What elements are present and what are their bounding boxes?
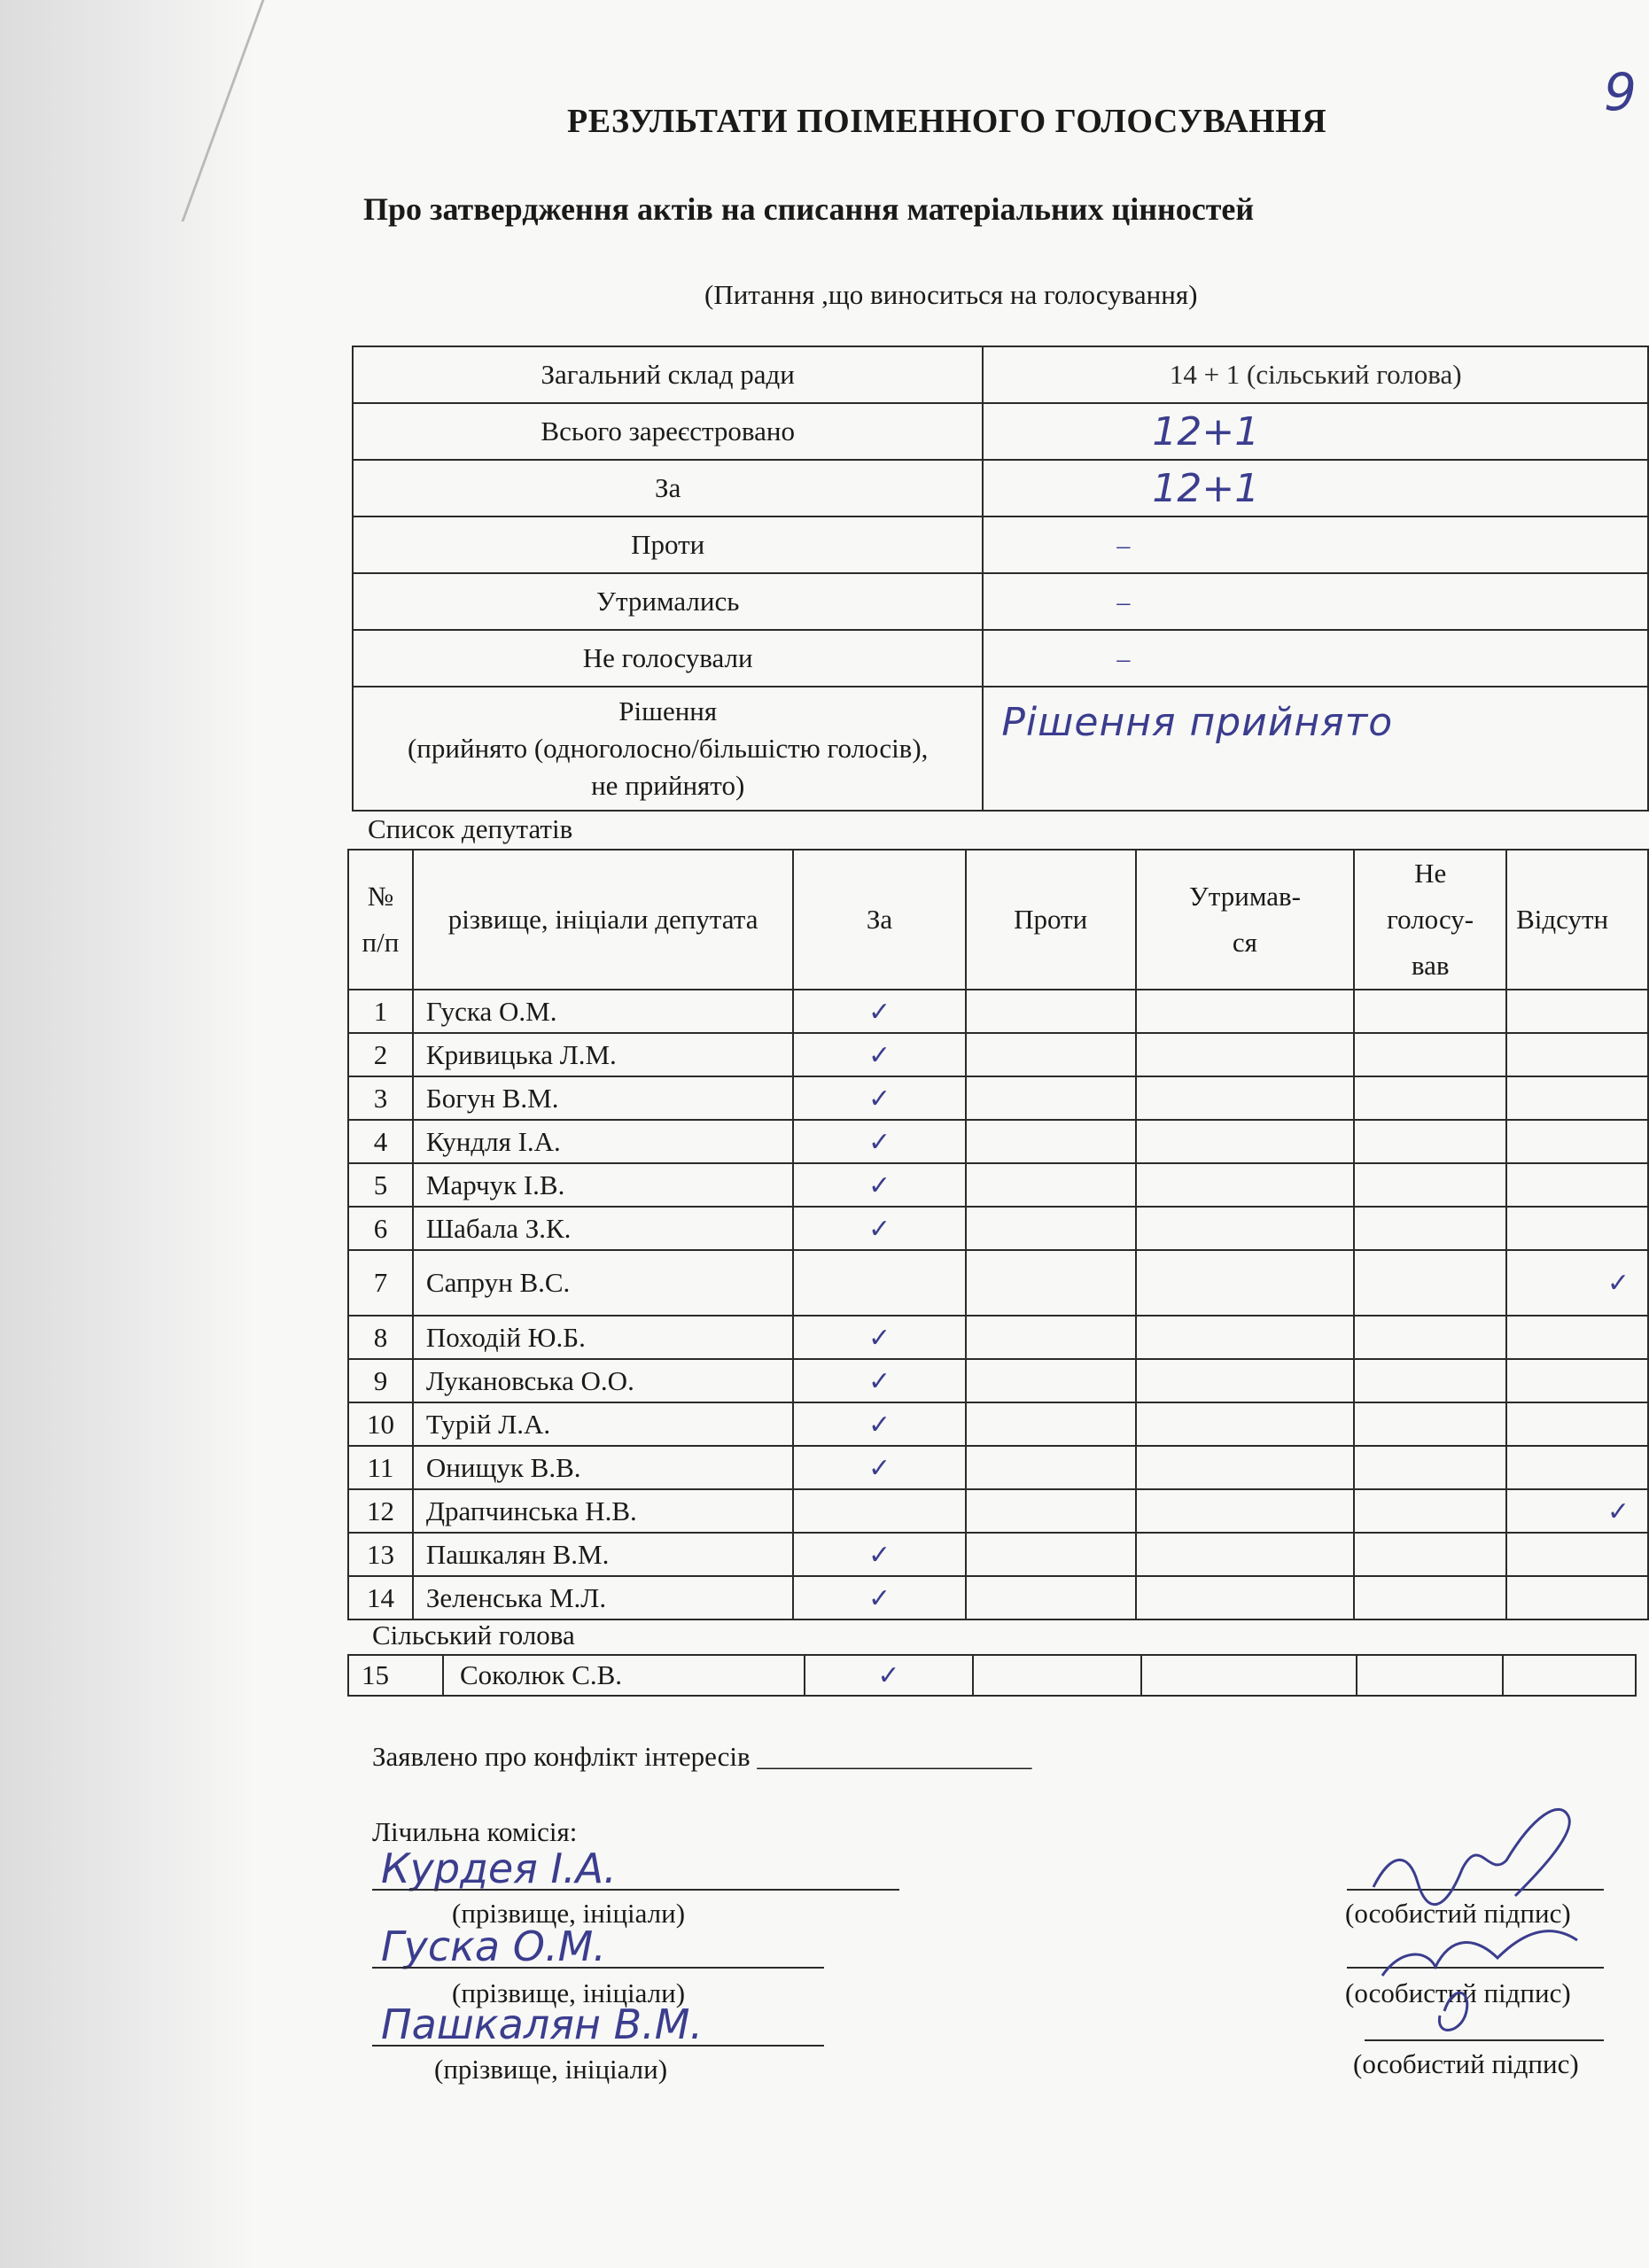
summary-row-registered	[353, 403, 1648, 460]
abstain-cell	[1141, 1655, 1357, 1696]
against-cell	[966, 1033, 1136, 1076]
table-row	[348, 1402, 1648, 1446]
table-row	[348, 1533, 1648, 1576]
name-caption: (прізвище, ініціали)	[434, 2054, 668, 2085]
table-row	[348, 1489, 1648, 1533]
handwritten-dash: –	[1116, 587, 1131, 617]
handwritten-decision: Рішення прийнято	[1001, 700, 1394, 745]
against-cell	[966, 1207, 1136, 1250]
against-cell	[966, 1316, 1136, 1359]
summary-table	[352, 346, 1649, 812]
for-cell	[793, 1533, 966, 1576]
handwritten-value: 12+1	[1152, 408, 1260, 454]
row-number: 6	[348, 1207, 413, 1250]
abstain-cell	[1136, 1120, 1355, 1163]
against-cell	[966, 1076, 1136, 1120]
check-mark-icon: ✓	[867, 1539, 891, 1571]
deputy-name: Сапрун В.С.	[413, 1250, 793, 1316]
deputy-name: Драпчинська Н.В.	[413, 1489, 793, 1533]
check-mark-icon: ✓	[867, 1452, 891, 1484]
notvoted-cell	[1354, 1576, 1506, 1619]
col-header-text: голосу-	[1387, 904, 1474, 935]
decision-label-line: Рішення	[618, 695, 718, 726]
absent-cell	[1506, 1533, 1648, 1576]
summary-value-cell	[983, 687, 1648, 811]
notvoted-cell	[1354, 1207, 1506, 1250]
table-row	[348, 1120, 1648, 1163]
check-mark-icon: ✓	[867, 996, 891, 1028]
col-header-notvoted	[1354, 850, 1506, 990]
summary-value-cell	[983, 403, 1648, 460]
row-number: 2	[348, 1033, 413, 1076]
summary-label: Всього зареєстровано	[353, 403, 983, 460]
col-header-absent: Відсутн	[1506, 850, 1648, 990]
name-caption: (прізвище, ініціали)	[452, 1977, 686, 2008]
check-mark-icon: ✓	[1606, 1268, 1630, 1299]
absent-cell	[1506, 1033, 1648, 1076]
abstain-cell	[1136, 1250, 1355, 1316]
check-mark-icon: ✓	[867, 1039, 891, 1071]
handwritten-value: 12+1	[1152, 465, 1260, 511]
check-mark-icon: ✓	[867, 1213, 891, 1245]
absent-cell	[1506, 1359, 1648, 1402]
notvoted-cell	[1354, 1120, 1506, 1163]
notvoted-cell	[1354, 1076, 1506, 1120]
table-row	[348, 1076, 1648, 1120]
row-number: 9	[348, 1359, 413, 1402]
deputy-name: Марчук І.В.	[413, 1163, 793, 1207]
abstain-cell	[1136, 1576, 1355, 1619]
summary-value-cell	[983, 460, 1648, 517]
abstain-cell	[1136, 990, 1355, 1033]
col-header-for: За	[793, 850, 966, 990]
table-row	[348, 1163, 1648, 1207]
deputy-name: Кундля І.А.	[413, 1120, 793, 1163]
name-line	[372, 2045, 824, 2047]
member-name-handwritten: Гуска О.М.	[381, 1922, 606, 1970]
abstain-cell	[1136, 1207, 1355, 1250]
absent-cell	[1506, 1163, 1648, 1207]
notvoted-cell	[1354, 1533, 1506, 1576]
for-cell	[793, 1207, 966, 1250]
deputy-name: Онищук В.В.	[413, 1446, 793, 1489]
row-number: 5	[348, 1163, 413, 1207]
against-cell	[966, 1250, 1136, 1316]
absent-cell	[1506, 1576, 1648, 1619]
col-header-text: ся	[1232, 927, 1257, 958]
check-mark-icon: ✓	[877, 1660, 900, 1691]
for-cell	[793, 1120, 966, 1163]
col-header-text: Утримав-	[1188, 881, 1301, 912]
col-header-name: різвище, ініціали депутата	[413, 850, 793, 990]
notvoted-cell	[1354, 1359, 1506, 1402]
name-line	[372, 1889, 899, 1891]
deputy-name: Турій Л.А.	[413, 1402, 793, 1446]
deputy-name: Походій Ю.Б.	[413, 1316, 793, 1359]
absent-cell	[1506, 1207, 1648, 1250]
absent-cell	[1506, 1489, 1648, 1533]
abstain-cell	[1136, 1446, 1355, 1489]
row-number: 12	[348, 1489, 413, 1533]
for-cell	[793, 1033, 966, 1076]
for-cell	[793, 1576, 966, 1619]
table-row	[348, 1446, 1648, 1489]
village-head-label: Сільський голова	[372, 1619, 575, 1651]
summary-row-for	[353, 460, 1648, 517]
absent-cell	[1506, 1446, 1648, 1489]
member-name-handwritten: Пашкалян В.М.	[381, 2000, 704, 2048]
row-number: 3	[348, 1076, 413, 1120]
col-header-text: №	[367, 881, 394, 912]
table-row	[348, 1655, 1636, 1696]
col-header-against: Проти	[966, 850, 1136, 990]
absent-cell	[1506, 990, 1648, 1033]
handwritten-dash: –	[1116, 531, 1131, 560]
absent-cell	[1506, 1402, 1648, 1446]
check-mark-icon: ✓	[867, 1409, 891, 1441]
for-cell	[793, 1489, 966, 1533]
deputy-name: Богун В.М.	[413, 1076, 793, 1120]
absent-cell	[1506, 1316, 1648, 1359]
summary-label: Не голосували	[353, 630, 983, 687]
deputy-name: Гуска О.М.	[413, 990, 793, 1033]
notvoted-cell	[1354, 990, 1506, 1033]
conflict-of-interest: Заявлено про конфлікт інтересів ____________________	[372, 1741, 1032, 1772]
against-cell	[966, 1359, 1136, 1402]
against-cell	[966, 1402, 1136, 1446]
summary-row-abstain	[353, 573, 1648, 630]
decision-label-line: не прийнято)	[591, 770, 745, 801]
row-number: 10	[348, 1402, 413, 1446]
check-mark-icon: ✓	[867, 1322, 891, 1354]
row-number: 4	[348, 1120, 413, 1163]
village-head-table	[347, 1654, 1637, 1697]
scan-edge-shadow	[0, 0, 257, 2268]
notvoted-cell	[1354, 1250, 1506, 1316]
row-number: 11	[348, 1446, 413, 1489]
for-cell	[793, 1163, 966, 1207]
abstain-cell	[1136, 1163, 1355, 1207]
notvoted-cell	[1354, 1033, 1506, 1076]
summary-value-cell	[983, 346, 1648, 403]
summary-label: Утримались	[353, 573, 983, 630]
summary-label: За	[353, 460, 983, 517]
signature-caption: (особистий підпис)	[1345, 1977, 1571, 2008]
for-cell	[793, 1402, 966, 1446]
deputy-name: Пашкалян В.М.	[413, 1533, 793, 1576]
check-mark-icon: ✓	[867, 1083, 891, 1115]
notvoted-cell	[1354, 1163, 1506, 1207]
absent-cell	[1506, 1120, 1648, 1163]
handwritten-dash: –	[1116, 644, 1131, 673]
question-caption: (Питання ,що виноситься на голосування)	[704, 279, 1198, 310]
against-cell	[966, 1576, 1136, 1619]
signature-caption: (особистий підпис)	[1345, 1898, 1571, 1929]
row-number: 8	[348, 1316, 413, 1359]
check-mark-icon: ✓	[867, 1169, 891, 1201]
for-cell	[793, 1446, 966, 1489]
deputies-list-label: Список депутатів	[368, 813, 573, 844]
summary-row-total	[353, 346, 1648, 403]
table-row	[348, 1316, 1648, 1359]
absent-cell	[1506, 1076, 1648, 1120]
check-mark-icon: ✓	[867, 1365, 891, 1397]
decision-label-line: (прийнято (одноголосно/більшістю голосів),	[407, 733, 929, 764]
for-cell	[793, 1359, 966, 1402]
deputy-name: Кривицька Л.М.	[413, 1033, 793, 1076]
row-number: 14	[348, 1576, 413, 1619]
col-header-abstain	[1136, 850, 1355, 990]
counting-commission-label: Лічильна комісія:	[372, 1816, 578, 1847]
summary-value-cell	[983, 517, 1648, 573]
notvoted-cell	[1354, 1316, 1506, 1359]
row-number: 1	[348, 990, 413, 1033]
name-caption: (прізвище, ініціали)	[452, 1898, 686, 1929]
table-row	[348, 1359, 1648, 1402]
row-number: 7	[348, 1250, 413, 1316]
deputy-name: Зеленська М.Л.	[413, 1576, 793, 1619]
abstain-cell	[1136, 1359, 1355, 1402]
abstain-cell	[1136, 1033, 1355, 1076]
col-header-text: п/п	[362, 927, 400, 958]
row-number: 15	[348, 1655, 443, 1696]
check-mark-icon: ✓	[1606, 1495, 1630, 1527]
against-cell	[966, 1120, 1136, 1163]
for-cell	[793, 1250, 966, 1316]
against-cell	[966, 1489, 1136, 1533]
summary-value-cell	[983, 630, 1648, 687]
col-header-text: вав	[1411, 950, 1450, 981]
abstain-cell	[1136, 1489, 1355, 1533]
against-cell	[966, 1163, 1136, 1207]
notvoted-cell	[1354, 1402, 1506, 1446]
document-title: РЕЗУЛЬТАТИ ПОІМЕННОГО ГОЛОСУВАННЯ	[567, 103, 1327, 140]
notvoted-cell	[1354, 1446, 1506, 1489]
signature-caption: (особистий підпис)	[1353, 2048, 1579, 2079]
page-number: 9	[1604, 62, 1637, 122]
deputy-name: Лукановська О.О.	[413, 1359, 793, 1402]
summary-label: Проти	[353, 517, 983, 573]
table-row	[348, 1576, 1648, 1619]
check-mark-icon: ✓	[867, 1126, 891, 1158]
summary-row-decision	[353, 687, 1648, 811]
col-header-text: Не	[1414, 858, 1447, 889]
abstain-cell	[1136, 1316, 1355, 1359]
decision-label	[353, 687, 983, 811]
notvoted-cell	[1357, 1655, 1503, 1696]
summary-row-against	[353, 517, 1648, 573]
document-subtitle: Про затвердження актів на списання матеріальних цінностей	[363, 191, 1255, 227]
col-header-num	[348, 850, 413, 990]
table-row	[348, 1033, 1648, 1076]
for-cell	[793, 1316, 966, 1359]
summary-label: Загальний склад ради	[353, 346, 983, 403]
absent-cell	[1506, 1250, 1648, 1316]
member-name-handwritten: Курдея І.А.	[381, 1845, 617, 1892]
against-cell	[966, 1446, 1136, 1489]
for-cell	[793, 1076, 966, 1120]
deputies-table	[347, 849, 1649, 1620]
row-number: 13	[348, 1533, 413, 1576]
notvoted-cell	[1354, 1489, 1506, 1533]
against-cell	[973, 1655, 1141, 1696]
summary-value: 14 + 1 (сільський голова)	[1169, 359, 1462, 390]
against-cell	[966, 1533, 1136, 1576]
name-line	[372, 1967, 824, 1969]
absent-cell	[1503, 1655, 1636, 1696]
for-cell	[805, 1655, 973, 1696]
check-mark-icon: ✓	[867, 1582, 891, 1614]
table-row	[348, 1207, 1648, 1250]
abstain-cell	[1136, 1076, 1355, 1120]
deputies-header-row	[348, 850, 1648, 990]
summary-value-cell	[983, 573, 1648, 630]
signature-scribble	[1356, 1798, 1622, 2064]
abstain-cell	[1136, 1402, 1355, 1446]
table-row	[348, 990, 1648, 1033]
deputy-name: Шабала З.К.	[413, 1207, 793, 1250]
deputy-name: Соколюк С.В.	[443, 1655, 805, 1696]
table-row	[348, 1250, 1648, 1316]
for-cell	[793, 990, 966, 1033]
summary-row-notvoted	[353, 630, 1648, 687]
against-cell	[966, 990, 1136, 1033]
abstain-cell	[1136, 1533, 1355, 1576]
